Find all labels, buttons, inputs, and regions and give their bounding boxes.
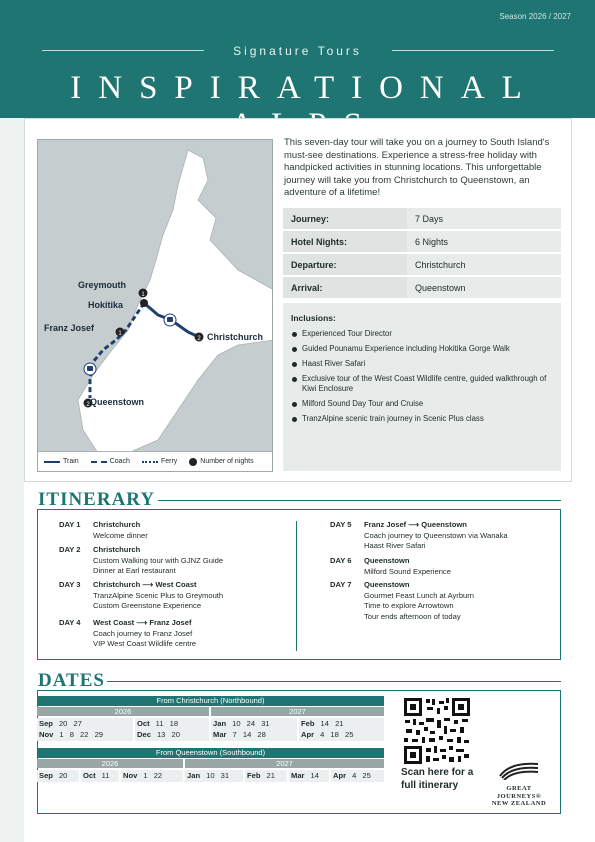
inclusion-item: Exclusive tour of the West Coast Wildlife centre, guided walkthrough of Kiwi Enclosure <box>291 374 553 394</box>
day-line: Coach journey to Franz Josef <box>93 628 193 638</box>
legend-coach: Coach <box>109 458 130 465</box>
qr-code[interactable] <box>402 696 472 766</box>
day-title: Christchurch <box>93 545 141 554</box>
date-month: Apr <box>301 730 315 739</box>
day-line: Time to explore Arrowtown <box>364 601 454 610</box>
scan-line-1: Scan here for a <box>401 767 474 778</box>
day-title: Queenstown <box>364 580 410 589</box>
inclusion-item: TranzAlpine scenic train journey in Scenic Plus class <box>291 414 553 424</box>
inclusions-panel <box>283 303 561 471</box>
date-days: 20 <box>58 771 68 780</box>
map-legend <box>38 451 273 471</box>
day-title: West Coast ⟶ Franz Josef <box>93 618 192 627</box>
date-month: Oct <box>137 719 150 728</box>
dates-heading: DATES <box>38 670 105 691</box>
season-label: Season 2026 / 2027 <box>499 12 571 21</box>
date-cell <box>211 729 297 741</box>
itinerary-divider <box>296 521 297 651</box>
franz-josef-nights: 1 <box>118 331 122 337</box>
date-days: 14 <box>310 771 319 780</box>
northbound-year-2026: 2026 <box>37 707 209 716</box>
fact-row-arrival <box>283 277 561 298</box>
itinerary-day-2 <box>59 545 289 579</box>
day-title: Christchurch ⟶ West Coast <box>93 580 197 589</box>
itinerary-day-4 <box>59 618 289 652</box>
itinerary-day-3 <box>59 580 289 614</box>
fact-row-journey <box>283 208 561 229</box>
day-label: DAY 6 <box>330 556 352 565</box>
date-month: Jan <box>213 719 227 728</box>
inclusion-item: Milford Sound Day Tour and Cruise <box>291 399 553 409</box>
date-month: Nov <box>123 771 138 780</box>
northbound-year-2027: 2027 <box>211 707 384 716</box>
date-days: 7 14 28 <box>232 730 266 739</box>
date-days: 14 21 <box>320 719 344 728</box>
inclusion-item: Guided Pounamu Experience including Hokitika Gorge Walk <box>291 344 553 354</box>
intro-text: This seven-day tour will take you on a journey to South Island's must-see destinations. Experience a stress-free holiday with handpicked activities in stunning locations. This unforgettable journey will take you from Christchurch to Queenstown, an adventure of a lifetime! <box>284 137 550 198</box>
hokitika-marker <box>140 299 148 307</box>
label-hokitika: Hokitika <box>88 300 124 310</box>
legend-train: Train <box>63 458 79 465</box>
fact-label: Arrival: <box>283 277 407 298</box>
day-line: Haast River Safari <box>364 541 426 550</box>
date-days: 10 24 31 <box>232 719 270 728</box>
coach-legend-swatch <box>91 461 107 463</box>
itinerary-rule <box>158 500 561 501</box>
label-queenstown: Queenstown <box>90 397 145 407</box>
date-cell <box>135 729 209 741</box>
fact-row-departure <box>283 254 561 275</box>
date-month: Dec <box>137 730 151 739</box>
qr-code-graphic <box>402 696 472 766</box>
date-month: Feb <box>301 719 315 728</box>
date-cell <box>37 729 133 741</box>
northbound-band: From Christchurch (Northbound) <box>37 696 384 706</box>
itinerary-day-5 <box>330 520 556 554</box>
fact-label: Departure: <box>283 254 407 275</box>
header-banner <box>0 0 595 118</box>
fact-value: Christchurch <box>415 259 466 270</box>
dates-rule <box>107 681 561 682</box>
legend-ferry: Ferry <box>160 458 178 465</box>
brand-logo <box>488 760 550 808</box>
label-greymouth: Greymouth <box>78 280 127 290</box>
date-days: 13 20 <box>156 730 180 739</box>
label-franz-josef: Franz Josef <box>44 323 95 333</box>
label-christchurch: Christchurch <box>207 332 264 342</box>
day-title: Christchurch <box>93 520 141 529</box>
southbound-band: From Queenstown (Southbound) <box>37 748 384 758</box>
ferry-legend-swatch <box>142 461 158 463</box>
legend-nights: Number of nights <box>200 458 254 465</box>
day-title: Franz Josef ⟶ Queenstown <box>364 520 467 529</box>
inclusion-item: Haast River Safari <box>291 359 553 369</box>
fact-value: Queenstown <box>415 282 466 293</box>
day-label: DAY 1 <box>59 520 81 529</box>
date-month: Sep <box>39 719 53 728</box>
logo-line-1: GREAT JOURNEYS® <box>496 785 542 800</box>
scan-line-2: full itinerary <box>401 780 459 791</box>
date-month: Nov <box>39 730 54 739</box>
date-days: 1 8 22 29 <box>59 730 104 739</box>
date-month: Jan <box>187 771 201 780</box>
day-line: VIP West Coast Wildlife centre <box>93 639 197 648</box>
day-line: Dinner at Earl restaurant <box>93 566 176 575</box>
day-line: Tour ends afternoon of today <box>364 611 461 621</box>
date-month: Apr <box>333 771 347 780</box>
date-month: Mar <box>291 771 305 780</box>
fact-label: Journey: <box>283 208 407 229</box>
inclusions-heading: Inclusions: <box>291 313 336 323</box>
subtitle: Signature Tours <box>233 44 362 58</box>
route-map <box>37 139 273 472</box>
date-days: 11 <box>101 771 110 780</box>
logo-line-2: NEW ZEALAND <box>491 800 547 807</box>
decorative-strip <box>0 118 24 842</box>
day-title: Queenstown <box>364 556 410 565</box>
date-month: Sep <box>39 771 53 780</box>
day-label: DAY 5 <box>330 520 352 529</box>
nights-legend-swatch <box>189 458 197 466</box>
date-cell <box>331 770 384 782</box>
itinerary-day-6 <box>330 556 556 578</box>
itinerary-day-1 <box>59 520 289 542</box>
day-label: DAY 3 <box>59 580 81 589</box>
fact-value: 6 Nights <box>415 236 449 247</box>
date-cell <box>37 770 79 782</box>
inclusion-item: Experienced Tour Director <box>291 329 553 339</box>
day-label: DAY 2 <box>59 545 81 554</box>
fact-value: 7 Days <box>415 213 444 224</box>
itinerary-heading: ITINERARY <box>38 489 156 510</box>
date-cell <box>185 770 243 782</box>
date-cell <box>289 770 329 782</box>
date-cell <box>245 770 287 782</box>
christchurch-nights: 2 <box>197 336 201 342</box>
tour-facts <box>283 208 561 300</box>
koru-logo-icon <box>498 760 540 780</box>
itinerary-day-7 <box>330 580 556 624</box>
day-label: DAY 4 <box>59 618 81 627</box>
page-title: INSPIRATIONAL <box>70 70 539 106</box>
day-line: TranzAlpine Scenic Plus to Greymouth <box>93 590 224 600</box>
date-days: 4 25 <box>352 771 371 780</box>
map-graphic <box>38 140 273 453</box>
day-line: Coach journey to Queenstown via Wanaka <box>364 530 508 540</box>
day-line: Custom Walking tour with GJNZ Guide <box>93 555 224 565</box>
day-line: Custom Greenstone Experience <box>93 601 202 610</box>
date-days: 1 22 <box>143 771 163 780</box>
day-line: Milford Sound Experience <box>364 566 451 576</box>
coach-icon-body <box>87 366 93 371</box>
date-days: 20 27 <box>58 719 82 728</box>
date-cell <box>299 729 384 741</box>
date-days: 21 <box>266 771 275 780</box>
train-legend-swatch <box>44 461 60 463</box>
southbound-year-2026: 2026 <box>37 759 183 768</box>
fact-row-hotel-nights <box>283 231 561 252</box>
day-line: Welcome dinner <box>93 530 148 540</box>
train-icon-body <box>167 317 173 322</box>
day-label: DAY 7 <box>330 580 352 589</box>
date-cell <box>121 770 183 782</box>
southbound-year-2027: 2027 <box>185 759 384 768</box>
date-month: Feb <box>247 771 261 780</box>
greymouth-nights: 1 <box>141 292 145 298</box>
date-cell <box>81 770 119 782</box>
scan-prompt <box>401 766 473 792</box>
fact-label: Hotel Nights: <box>283 231 407 252</box>
queenstown-nights: 2 <box>86 402 90 408</box>
date-days: 11 18 <box>155 719 179 728</box>
date-month: Oct <box>83 771 96 780</box>
date-days: 4 18 25 <box>320 730 354 739</box>
date-month: Mar <box>213 730 227 739</box>
day-line: Gourmet Feast Lunch at Ayrburn <box>364 590 475 600</box>
date-days: 10 31 <box>206 771 230 780</box>
